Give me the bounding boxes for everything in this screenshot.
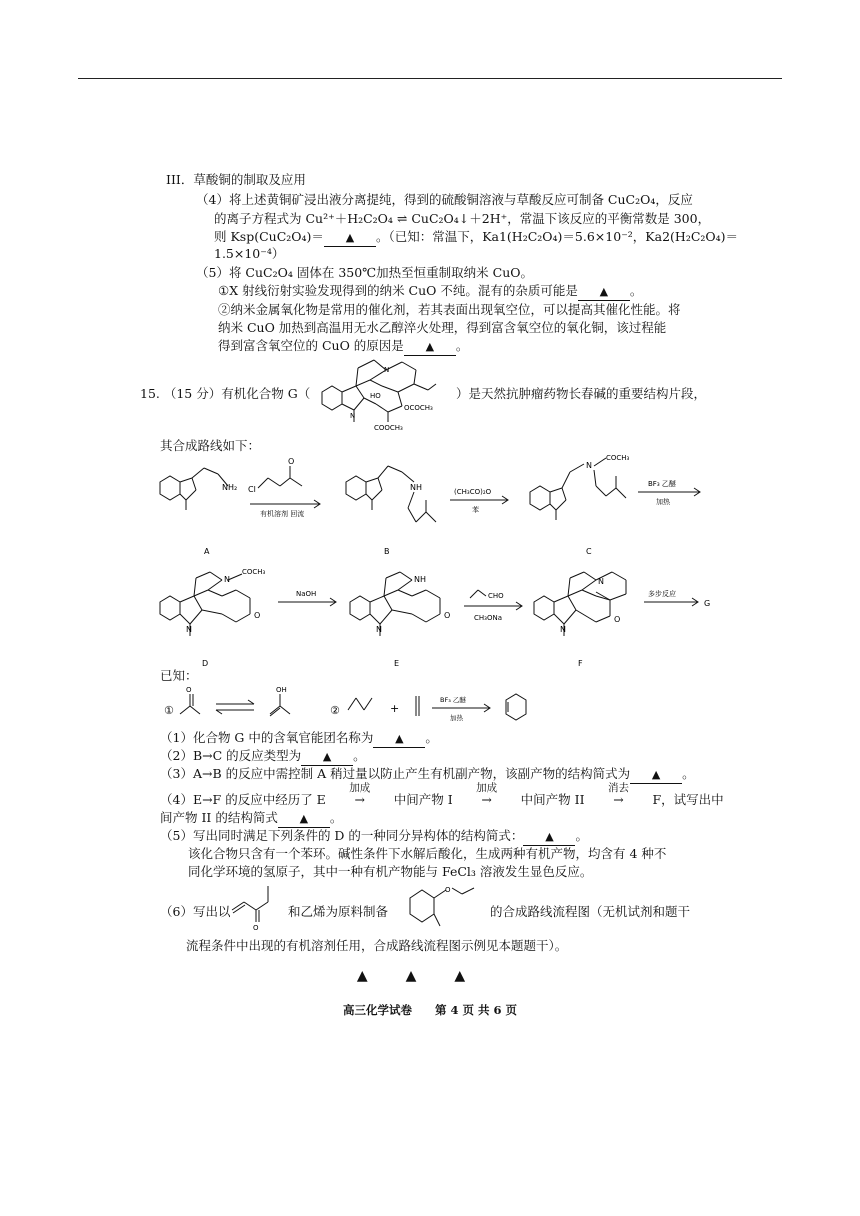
- q15-head-a: 15. （15 分）有机化合物 G（: [140, 386, 311, 401]
- q5-b2: 纳米 CuO 加热到高温用无水乙醇淬火处理，得到富含氧空位的氧化铜，该过程能: [218, 320, 667, 335]
- arrow3-reagent: BF₃ 乙醚: [648, 480, 676, 488]
- c-coch3-label: COCH₃: [606, 454, 630, 462]
- q15-4-cont: 间产物 II 的结构简式 ▲ 。: [160, 810, 342, 828]
- answer-blank[interactable]: ▲: [630, 766, 682, 784]
- arrow5-reagent: CHO: [488, 592, 504, 600]
- d-o-label: O: [254, 611, 261, 620]
- b-nh-label: NH: [410, 483, 422, 492]
- g-indole-n: N: [350, 412, 356, 420]
- label-a: A: [204, 547, 210, 556]
- answer-blank[interactable]: ▲: [373, 730, 425, 748]
- e-indole-n: N: [376, 625, 382, 634]
- f-n-label: N: [598, 577, 604, 586]
- arrow-addition-1: 加成: [349, 782, 371, 794]
- q15-4: （4）E→F 的反应中经历了 E 加成 → 中间产物 I 加成 → 中间产物 II 消去 → F，试写出中: [160, 782, 724, 807]
- q15-6-b: 和乙烯为原料制备: [288, 904, 389, 919]
- label-g: G: [704, 599, 711, 608]
- q6-target-o: O: [445, 886, 451, 894]
- arrow1-condition: 有机溶剂 回流: [260, 510, 305, 518]
- compound-g-structure: [310, 350, 460, 435]
- q5-b1: ②纳米金属氧化物是常用的催化剂，若其表面出现氧空位，可以提高其催化性能。将: [218, 302, 681, 317]
- f-o-label: O: [614, 615, 621, 624]
- end-triangles: ▲▲▲: [356, 968, 504, 984]
- q15-1: （1）化合物 G 中的含氧官能团名称为 ▲ 。: [160, 730, 438, 748]
- arrow5-base: CH₃ONa: [474, 614, 502, 622]
- d-indole-n: N: [186, 625, 192, 634]
- q5-b3: 得到富含氧空位的 CuO 的原因是 ▲ 。: [218, 338, 468, 356]
- header-rule: [78, 78, 782, 79]
- q15-5-l2: 该化合物只含有一个苯环。碱性条件下水解后酸化，生成两种有机产物，均含有 4 种不: [188, 846, 667, 861]
- arrow-elimination: 消去: [608, 782, 629, 794]
- a-nh2-label: NH₂: [222, 483, 238, 492]
- synthesis-scheme-row1: [150, 452, 710, 562]
- section-heading: III．草酸铜的制取及应用: [166, 172, 306, 187]
- q6-sm-o: O: [253, 924, 259, 932]
- q15-6-d: 流程条件中出现的有机溶剂任用，合成路线流程图示例见本题题干）。: [186, 938, 568, 953]
- known1-oh: OH: [276, 686, 287, 694]
- q15-3: （3）A→B 的反应中需控制 A 稍过量以防止产生有机副产物，该副产物的结构简式为 ▲ 。: [160, 766, 695, 784]
- q15-2: （2）B→C 的反应类型为 ▲ 。: [160, 748, 366, 766]
- label-b: B: [384, 547, 390, 556]
- label-e: E: [394, 659, 400, 668]
- q4-ksp-text: 则 Ksp(CuC₂O₄)＝: [214, 229, 324, 244]
- q15-6-a: （6）写出以: [160, 904, 231, 919]
- q5-a: ①X 射线衍射实验发现得到的纳米 CuO 不纯。混有的杂质可能是 ▲ 。: [218, 283, 642, 301]
- q4-line-2: 的离子方程式为 Cu²⁺＋H₂C₂O₄ ⇌ CuC₂O₄↓＋2H⁺，常温下该反应的平衡常数是 300，: [214, 211, 711, 226]
- arrow4-reagent: NaOH: [296, 590, 317, 598]
- label-d: D: [202, 659, 209, 668]
- label-c: C: [586, 547, 592, 556]
- arrow2-reagent: (CH₃CO)₂O: [454, 488, 492, 496]
- reagent-cl-label: Cl: [248, 485, 256, 494]
- answer-blank[interactable]: ▲: [301, 748, 353, 766]
- known-2-marker: ②: [330, 704, 340, 717]
- q15-head-b: ）是天然抗肿瘤药物长春碱的重要结构片段，: [456, 386, 707, 401]
- q15-6-c: 的合成路线流程图（无机试剂和题干: [490, 904, 691, 919]
- known1-o: O: [186, 686, 192, 694]
- arrow2-solvent: 苯: [472, 506, 479, 514]
- q5-line-1: （5）将 CuC₂O₄ 固体在 350℃加热至恒重制取纳米 CuO。: [196, 265, 534, 280]
- arrow6-label: 多步反应: [648, 590, 676, 598]
- q6-starting-material: [228, 880, 288, 932]
- q4-line-3: [214, 229, 738, 247]
- reagent-o-label: O: [288, 457, 295, 466]
- q15-5: （5）写出同时满足下列条件的 D 的一种同分异构体的结构简式： ▲ 。: [160, 828, 588, 846]
- q5-a-text: ①X 射线衍射实验发现得到的纳米 CuO 不纯。混有的杂质可能是: [218, 283, 578, 298]
- q4-line-1: （4）将上述黄铜矿浸出液分离提纯，得到的硫酸铜溶液与草酸反应可制备 CuC₂O₄，反应: [196, 192, 693, 207]
- q6-target: [400, 878, 480, 934]
- q4-line-4: 1.5×10⁻⁴）: [214, 246, 285, 261]
- arrow-addition-2: 加成: [476, 782, 498, 794]
- e-o-label: O: [444, 611, 451, 620]
- known-label: 已知：: [160, 668, 198, 683]
- route-intro: 其合成路线如下：: [160, 438, 261, 453]
- d-n-label: N: [224, 575, 230, 584]
- known-reactions: [158, 684, 578, 728]
- g-ho-label: HO: [370, 392, 381, 400]
- synthesis-scheme-row2: [150, 562, 730, 672]
- d-coch3-label: COCH₃: [242, 568, 266, 576]
- f-indole-n: N: [560, 625, 566, 634]
- label-f: F: [578, 659, 583, 668]
- q15-5-l3: 同化学环境的氢原子，其中一种有机产物能与 FeCl₃ 溶液发生显色反应。: [188, 864, 593, 879]
- answer-blank[interactable]: ▲: [324, 229, 376, 247]
- arrow3-condition: 加热: [656, 498, 670, 506]
- g-cooch3-label: COOCH₃: [374, 424, 403, 432]
- answer-blank[interactable]: ▲: [578, 283, 630, 301]
- answer-blank[interactable]: ▲: [404, 338, 456, 356]
- c-n-label: N: [586, 461, 592, 470]
- known-1-marker: ①: [164, 704, 174, 717]
- answer-blank[interactable]: ▲: [523, 828, 575, 846]
- q5-b3-text: 得到富含氧空位的 CuO 的原因是: [218, 338, 404, 353]
- plus-sign: +: [390, 702, 400, 715]
- q4-given-text: 。（已知：常温下，Ka1(H₂C₂O₄)＝5.6×10⁻²，Ka2(H₂C₂O₄)＝: [375, 229, 739, 244]
- known2-reagent: BF₃ 乙醚: [440, 696, 466, 704]
- g-n-label: N: [384, 366, 390, 374]
- e-nh-label: NH: [414, 575, 426, 584]
- page-footer: 高三化学试卷 第 4 页 共 6 页: [342, 1003, 518, 1017]
- g-ococh3-label: OCOCH₃: [404, 404, 433, 412]
- answer-blank[interactable]: ▲: [278, 810, 330, 828]
- known2-condition: 加热: [450, 714, 463, 722]
